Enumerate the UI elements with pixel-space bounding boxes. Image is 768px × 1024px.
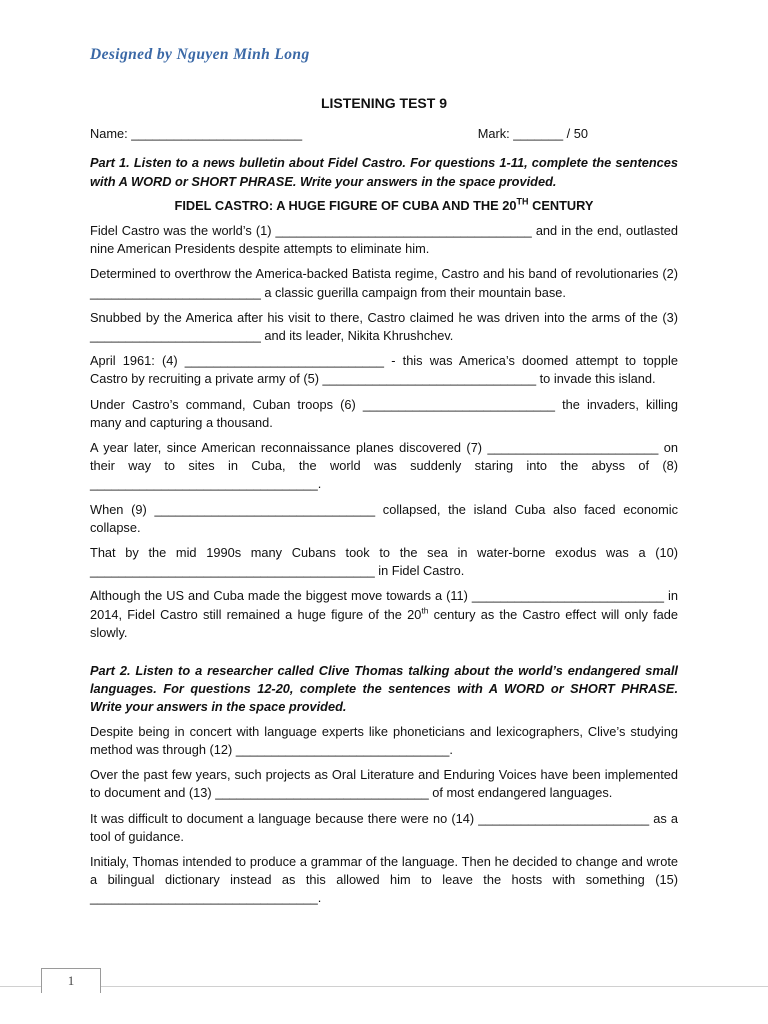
question-1: Fidel Castro was the world’s (1) ____________________________________ and in the end, outlasted nine American Presidents despite attempts to eliminate him.: [90, 223, 678, 257]
question-11-sup: th: [421, 605, 429, 616]
designer-credit: Designed by Nguyen Minh Long: [90, 46, 310, 63]
question-11: [90, 587, 678, 642]
question-12: Despite being in concert with language experts like phoneticians and lexicographers, Clive’s studying method was through (12) ______________________________.: [90, 723, 678, 757]
name-field[interactable]: Name: ________________________: [90, 126, 303, 142]
question-3: Snubbed by the America after his visit to there, Castro claimed he was driven into the arms of the (3) ________________________ and its leader, Nikita Khrushchev.: [90, 309, 678, 344]
worksheet-body: [90, 94, 678, 915]
page-number: 1: [41, 968, 101, 993]
question-11-end: century as the Castro effect will only fade slowly.: [90, 606, 678, 640]
question-4-5: April 1961: (4) ____________________________ - this was America’s doomed attempt to topple Castro by recruiting a private army of (5) ______________________________ to invade this island.: [90, 353, 678, 387]
question-10: That by the mid 1990s many Cubans took to the sea in water-borne exodus was a (10) ________________________________________ in Fidel Castro.: [90, 545, 678, 579]
question-6: Under Castro’s command, Cuban troops (6) ___________________________ the invaders, killing many and capturing a thousand.: [90, 396, 678, 430]
page-title: LISTENING TEST 9: [320, 95, 447, 111]
part1-heading-end: CENTURY: [528, 197, 594, 213]
mark-field[interactable]: Mark: _______ / 50: [477, 126, 588, 142]
question-7-8: A year later, since American reconnaissance planes discovered (7) ________________________ on their way to sites in Cuba, the world was suddenly staring into the abyss of (8) ________________________________.: [90, 440, 678, 492]
part1-instruction: Part 1. Listen to a news bulletin about Fidel Castro. For questions 1-11, complete the sentences with A WORD or SHORT PHRASE. Write your answers in the space provided.: [90, 155, 678, 189]
question-14: It was difficult to document a language because there were no (14) ________________________ as a tool of guidance.: [90, 810, 678, 844]
part1-heading: [90, 197, 678, 215]
question-15: Initialy, Thomas intended to produce a grammar of the language. Then he decided to change and wrote a bilingual dictionary instead as this allowed him to leave the hosts with something (15) ________________________________.: [90, 853, 678, 906]
question-11-text: Although the US and Cuba made the biggest move towards a (11) ___________________________ in 2014, Fidel Castro still remained a huge figure of the 20: [90, 588, 678, 622]
footer-divider: [0, 986, 768, 987]
question-13: Over the past few years, such projects as Oral Literature and Enduring Voices have been implemented to document and (13) ______________________________ of most endangered languages.: [90, 767, 678, 801]
question-2: Determined to overthrow the America-backed Batista regime, Castro and his band of revolutionaries (2) ________________________ a classic guerilla campaign from their mountain base.: [90, 266, 678, 300]
part1-heading-sup: TH: [516, 196, 529, 207]
part1-heading-text: FIDEL CASTRO: A HUGE FIGURE OF CUBA AND THE 20: [174, 197, 517, 213]
question-9: When (9) _______________________________ collapsed, the island Cuba also faced economic collapse.: [90, 501, 678, 535]
part2-instruction: Part 2. Listen to a researcher called Clive Thomas talking about the world’s endangered small languages. For questions 12-20, complete the sentences with A WORD or SHORT PHRASE. Write your answers in the space provided.: [90, 663, 678, 715]
name-mark-row: [90, 125, 678, 143]
